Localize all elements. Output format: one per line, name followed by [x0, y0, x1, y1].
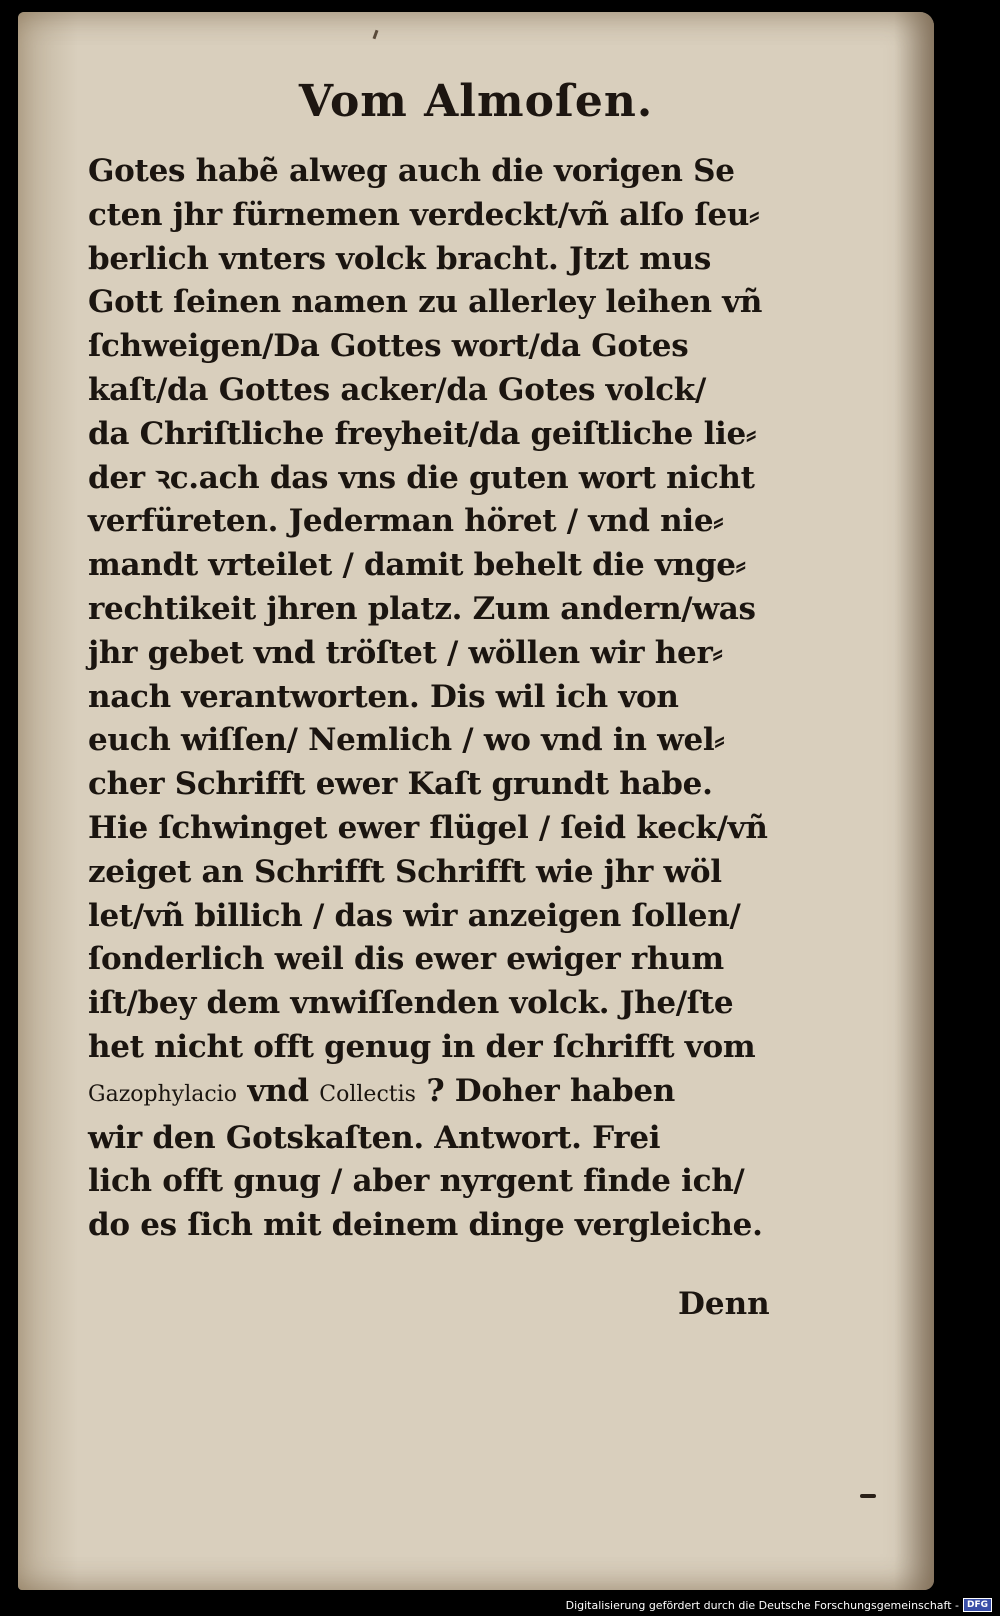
- text-line: der ꝛc.ach das vns die guten wort nicht: [88, 459, 755, 496]
- text-line: berlich vnters volck bracht. Jtzt mus: [88, 240, 712, 277]
- stray-mark-bottom: [860, 1494, 876, 1498]
- text-line: Gott ſeinen namen zu allerley leihen vñ: [88, 284, 763, 321]
- text-line: Gotes habẽ alweg auch die vorigen Se: [88, 153, 735, 189]
- dfg-logo: DFG: [963, 1598, 992, 1612]
- text-segment: vnd: [236, 1072, 320, 1109]
- text-line: da Chriſtliche freyheit/da geiſtliche lie⸗: [88, 415, 756, 452]
- latin-term-collectis: Collectis: [319, 1081, 416, 1107]
- text-line: do es ſich mit deinem dinge vergleiche.: [88, 1207, 763, 1244]
- text-line: let/vñ billich / das wir anzeigen ſollen/: [88, 897, 741, 934]
- digitization-credit: [566, 1598, 992, 1612]
- catchword: Denn: [678, 1286, 770, 1322]
- text-line: euch wiſſen/ Nemlich / wo vnd in wel⸗: [88, 722, 725, 759]
- text-line: kaſt/da Gottes acker/da Gotes volck/: [88, 371, 707, 408]
- text-line: jhr gebet vnd tröſtet / wöllen wir her⸗: [88, 634, 723, 671]
- book-page: [18, 12, 934, 1590]
- text-line-mixed: [88, 1070, 828, 1117]
- text-line: iſt/bey dem vnwiſſenden volck. Jhe/ſte: [88, 985, 734, 1022]
- text-line: verfüreten. Jederman höret / vnd nie⸗: [88, 503, 724, 540]
- credit-text: Digitalisierung gefördert durch die Deutsche Forschungsgemeinschaft -: [565, 1598, 959, 1612]
- text-line: Hie ſchwinget ewer flügel / ſeid keck/vñ: [88, 809, 768, 846]
- text-line: het nicht offt genug in der ſchrifft vom: [88, 1028, 756, 1065]
- text-segment: ? Doher haben: [415, 1072, 676, 1109]
- text-line: lich offt gnug / aber nyrgent finde ich/: [88, 1163, 745, 1200]
- stray-mark-top: [373, 30, 379, 39]
- text-line: cher Schrifft ewer Kaſt grundt habe.: [88, 766, 713, 803]
- text-line: wir den Gotskaſten. Antwort. Frei: [88, 1119, 661, 1156]
- text-line: rechtikeit jhren platz. Zum andern/was: [88, 590, 756, 627]
- text-line: nach verantworten. Dis wil ich von: [88, 678, 679, 715]
- running-header: Vom Almoſen.: [298, 76, 654, 127]
- body-text: [88, 150, 828, 1248]
- text-line: ſchweigen/Da Gottes wort/da Gotes: [88, 328, 689, 365]
- text-line: ſonderlich weil dis ewer ewiger rhum: [88, 941, 724, 978]
- latin-term-gazophylacio: Gazophylacio: [88, 1081, 237, 1107]
- text-line: cten jhr fürnemen verdeckt/vñ alſo ſeu⸗: [88, 196, 760, 233]
- text-line: zeiget an Schrifft Schrifft wie jhr wöl: [88, 853, 722, 890]
- text-line: mandt vrteilet / damit behelt die vnge⸗: [88, 547, 746, 584]
